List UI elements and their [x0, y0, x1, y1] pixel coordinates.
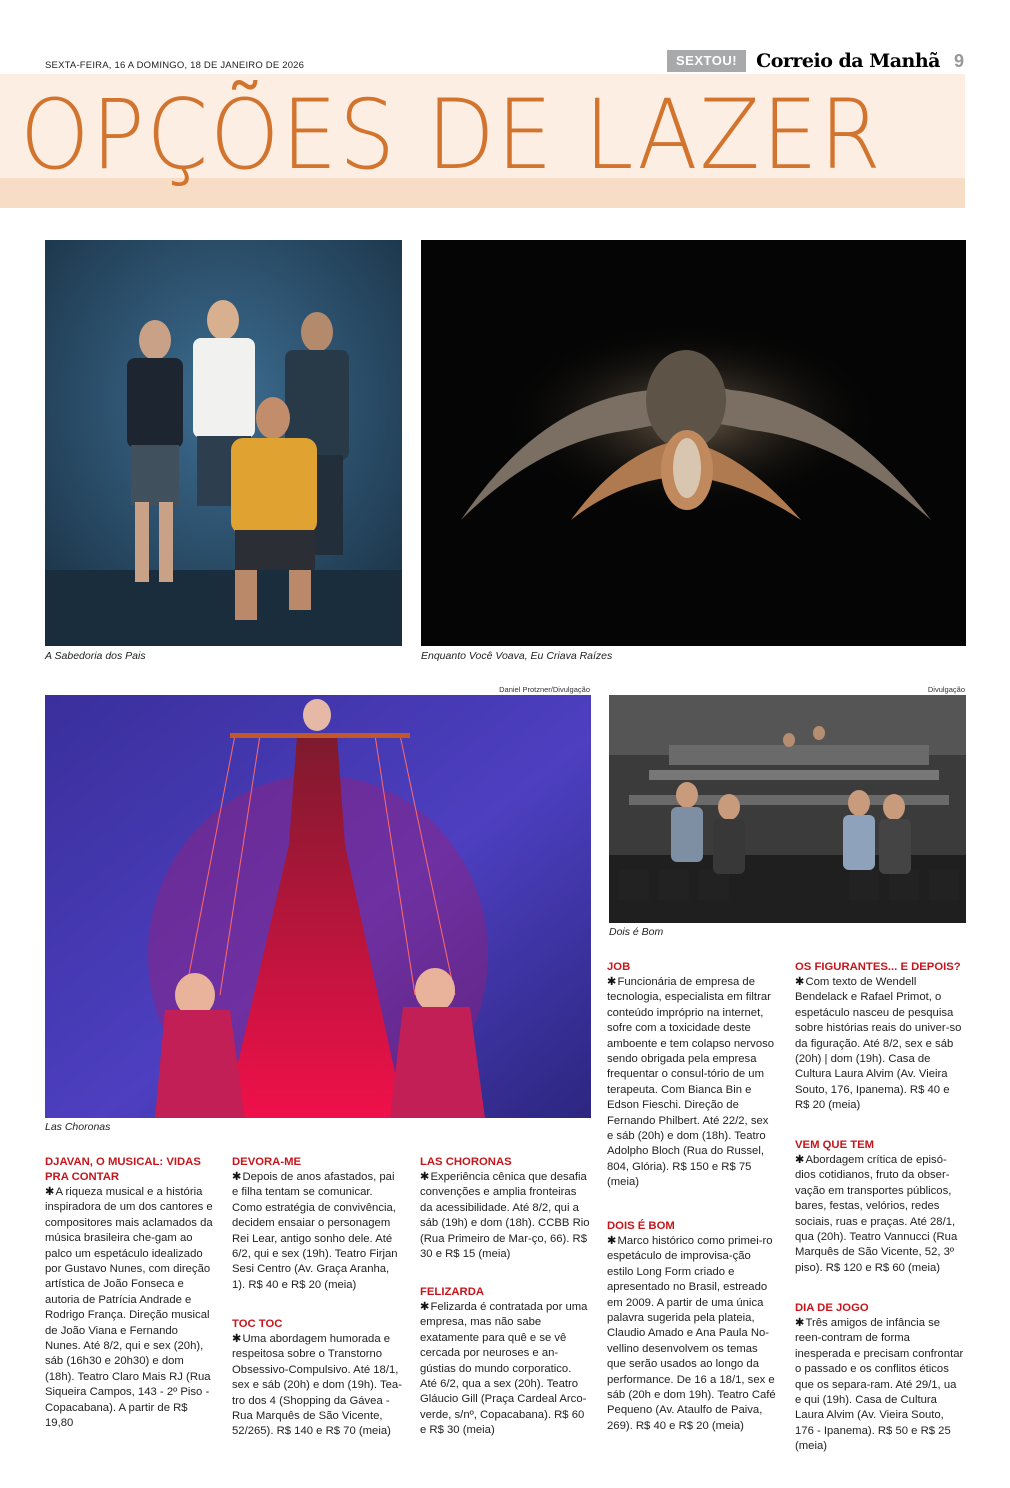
article-title: OS FIGURANTES... E DEPOIS?: [795, 961, 961, 973]
article-las-choronas: [420, 1155, 590, 1262]
bullet-icon: ✱: [420, 1171, 430, 1183]
date-line: SEXTA-FEIRA, 16 A DOMINGO, 18 DE JANEIRO DE 2026: [45, 60, 305, 71]
photo-caption: Las Choronas: [45, 1121, 111, 1133]
page-number: 9: [953, 50, 964, 71]
bullet-icon: ✱: [232, 1333, 242, 1345]
bullet-icon: ✱: [45, 1186, 55, 1198]
article-job: [607, 960, 777, 1191]
article-title: LAS CHORONAS: [420, 1156, 512, 1168]
article-os-figurantes: [795, 960, 965, 1114]
article-devora-me: [232, 1155, 402, 1293]
article-body: Uma abordagem humorada e respeitosa sobre o Transtorno Obsessivo-Compulsivo. Até 18/1, sex e sáb (20h) e dom (19h). Tea-tro dos 4 (Shopping da Gávea - Rua Marquês de São Vicente, 52/265). R$ 140 e R$ 70 (meia): [232, 1333, 402, 1438]
article-title: VEM QUE TEM: [795, 1139, 875, 1151]
section-badge: SEXTOU!: [667, 50, 746, 72]
article-body: Depois de anos afastados, pai e filha tentam se comunicar. Como estratégia de convivência, decidem ensaiar o personagem Rei Lear, antigo sonho dele. Até 6/2, qui e sex (19h). Teatro Firjan Sesi Centro (Av. Graça Aranha, 1). R$ 40 e R$ 20 (meia): [232, 1171, 398, 1291]
article-title: FELIZARDA: [420, 1286, 485, 1298]
bullet-icon: ✱: [232, 1171, 242, 1183]
section-title: OPÇÕES DE LAZER: [20, 79, 883, 191]
article-title: JOB: [607, 961, 631, 973]
article-vem-que-tem: [795, 1138, 965, 1276]
article-body: A riqueza musical e a história inspiradora de um dos cantores e compositores mais aclamados da música brasileira che-gam ao palco um espetáculo idealizado por Gustavo Nunes, com direção artística de João Fonseca e autoria de Patrícia Andrade e Rodrigo França. Direção musical de João Viana e Fernando Nunes. Até 8/2, qui e sex (20h), sáb (16h30 e 20h30) e dom (18h). Teatro Claro Mais RJ (Rua Siqueira Campos, 143 - 2º Piso - Copacabana). A partir de R$ 19,80: [45, 1186, 213, 1430]
bullet-icon: ✱: [795, 976, 805, 988]
article-dois-e-bom: [607, 1219, 777, 1434]
article-title: DIA DE JOGO: [795, 1302, 869, 1314]
photo-caption: Dois é Bom: [609, 926, 664, 938]
section-banner: [0, 74, 965, 208]
photo-caption: Enquanto Você Voava, Eu Criava Raízes: [421, 650, 613, 662]
article-toc-toc: [232, 1317, 402, 1440]
article-djavan: [45, 1155, 215, 1432]
article-body: Três amigos de infância se reen-contram de forma inesperada e precisam confrontar o passado e os conflitos éticos que os separa-ram. Até 29/1, ua e qui (19h). Casa de Cultura Laura Alvim (Av. Vieira Souto, 176 - Ipanema). R$ 50 e R$ 25 (meia): [795, 1317, 964, 1453]
newspaper-logo: Correio da Manhã: [756, 50, 940, 72]
photo-enquanto-voce-voava: [421, 240, 966, 646]
photo-las-choronas: [45, 695, 591, 1118]
article-title: DOIS É BOM: [607, 1220, 675, 1232]
masthead: [667, 49, 964, 73]
article-body: Marco histórico como primei-ro espetáculo de improvisa-ção estilo Long Form criado e apresentado no Brasil, estreado em 2009. A partir de uma única palavra sugerida pela plateia, Claudio Amado e Ana Paula No-vellino desenvolvem os temas que serão usados ao longo da performance. De 16 a 18/1, sex e sáb (20h e dom 19h). Teatro Café Pequeno (Av. Ataulfo de Paiva, 269). R$ 40 e R$ 20 (meia): [607, 1235, 776, 1432]
photo-sabedoria-dos-pais: [45, 240, 402, 646]
article-body: Com texto de Wendell Bendelack e Rafael Primot, o espetáculo nasceu de pesquisa sobre histórias reais do univer-so da figuração. Até 8/2, sex e sáb (20h) | dom (19h). Casa de Cultura Laura Alvim (Av. Vieira Souto, 176, Ipanema). R$ 40 e R$ 20 (meia): [795, 976, 962, 1112]
article-body: Funcionária de empresa de tecnologia, especialista em filtrar conteúdo impróprio na internet, sofre com a toxicidade deste amboente e tem colapso nervoso sendo obrigada pela empresa frequentar o consul-tório de um terapeuta. Com Bianca Bin e Edson Fieschi. Direção de Fernando Philbert. Até 22/2, sex e sáb (20h) e dom (18h). Teatro Adolpho Bloch (Rua do Russel, 804, Glória). R$ 150 e R$ 75 (meia): [607, 976, 775, 1189]
photo-credit: Daniel Protzner/Divulgação: [499, 685, 590, 694]
article-title: DEVORA-ME: [232, 1156, 302, 1168]
bullet-icon: ✱: [607, 1235, 617, 1247]
article-body: Abordagem crítica de episó-dios cotidianos, fruto da obser-vação em transportes públicos, bares, festas, velórios, redes sociais, ruas e praças. Até 28/1, qua (20h). Teatro Vannucci (Rua Marquês de São Vicente, 52, 3º piso). R$ 120 e R$ 60 (meia): [795, 1154, 958, 1274]
bullet-icon: ✱: [795, 1154, 805, 1166]
photo-caption: A Sabedoria dos Pais: [45, 650, 146, 662]
article-felizarda: [420, 1285, 590, 1439]
bullet-icon: ✱: [607, 976, 617, 988]
article-dia-de-jogo: [795, 1301, 965, 1455]
article-title: DJAVAN, O MUSICAL: VIDAS PRA CONTAR: [45, 1156, 201, 1183]
bullet-icon: ✱: [795, 1317, 805, 1329]
article-title: TOC TOC: [232, 1318, 283, 1330]
bullet-icon: ✱: [420, 1301, 430, 1313]
article-body: Experiência cênica que desafia convenções e amplia fronteiras da acessibilidade. Até 8/2, qui a sáb (19h) e dom (18h). CCBB Rio (Rua Primeiro de Mar-ço, 66). R$ 30 e R$ 15 (meia): [420, 1171, 590, 1261]
article-body: Felizarda é contratada por uma empresa, mas não sabe exatamente para quê e se vê cercada por neuroses e an-gústias do mundo corporatico. Até 6/2, qua a sex (20h). Teatro Gláucio Gill (Praça Cardeal Arco-verde, s/nº, Copacabana). R$ 60 e R$ 30 (meia): [420, 1301, 588, 1437]
photo-credit: Divulgação: [927, 685, 965, 694]
photo-dois-e-bom: [609, 695, 966, 923]
